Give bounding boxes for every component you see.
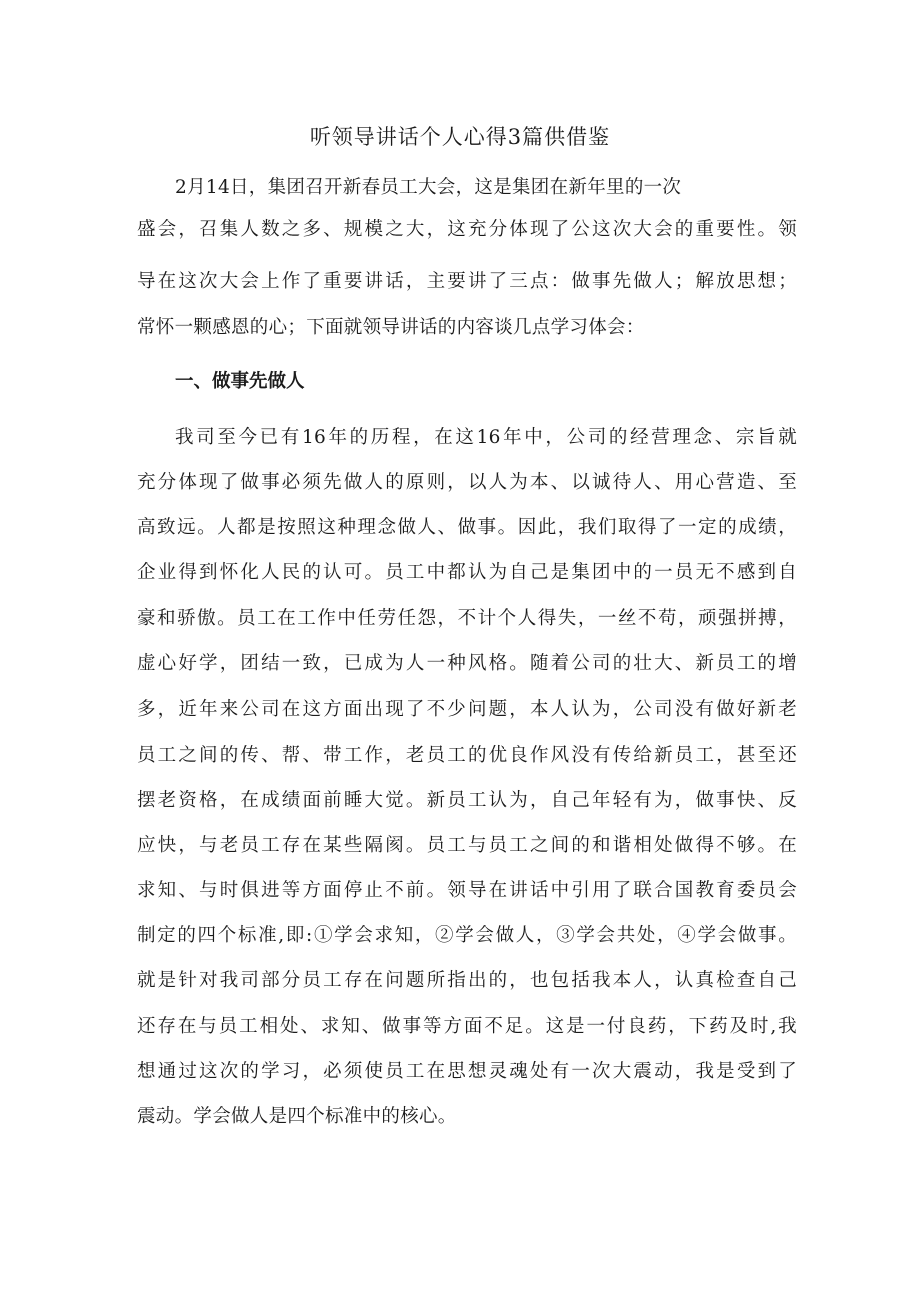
paragraph-line: 我司至今已有16年的历程，在这16年中，公司的经营理念、宗旨就 — [175, 427, 797, 448]
paragraph-line: 制定的四个标准,即:①学会求知，②学会做人，③学会共处，④学会做事。 — [137, 925, 797, 946]
paragraph-line: 求知、与时俱进等方面停止不前。领导在讲话中引用了联合国教育委员会 — [137, 880, 797, 901]
paragraph-line: 应快，与老员工存在某些隔阂。员工与员工之间的和谐相处做得不够。在 — [137, 835, 797, 856]
paragraph-line: 企业得到怀化人民的认可。员工中都认为自己是集团中的一员无不感到自 — [137, 562, 797, 583]
paragraph-line: 还存在与员工相处、求知、做事等方面不足。这是一付良药，下药及时,我 — [137, 1016, 797, 1037]
paragraph-line: 豪和骄傲。员工在工作中任劳任怨，不计个人得失，一丝不苟，顽强拼搏， — [137, 608, 797, 629]
paragraph-line: 员工之间的传、帮、带工作，老员工的优良作风没有传给新员工，甚至还 — [137, 745, 797, 766]
paragraph-line: 导在这次大会上作了重要讲话，主要讲了三点：做事先做人；解放思想； — [137, 271, 797, 292]
paragraph-line: 想通过这次的学习，必须使员工在思想灵魂处有一次大震动，我是受到了 — [137, 1061, 797, 1082]
document-title: 听领导讲话个人心得3篇供借鉴 — [309, 125, 611, 149]
paragraph-line: 高致远。人都是按照这种理念做人、做事。因此，我们取得了一定的成绩， — [137, 517, 797, 538]
paragraph-line: 就是针对我司部分员工存在问题所指出的，也包括我本人，认真检查自己 — [137, 970, 797, 991]
paragraph-line: 多，近年来公司在这方面出现了不少问题，本人认为，公司没有做好新老 — [137, 699, 797, 720]
paragraph-line: 震动。学会做人是四个标准中的核心。 — [137, 1106, 457, 1127]
paragraph-line: 盛会，召集人数之多、规模之大，这充分体现了公这次大会的重要性。领 — [137, 219, 797, 240]
paragraph-line: 虚心好学，团结一致，已成为人一种风格。随着公司的壮大、新员工的增 — [137, 653, 797, 674]
paragraph-line: 常怀一颗感恩的心；下面就领导讲话的内容谈几点学习体会： — [137, 317, 645, 338]
paragraph-line: 2月14日，集团召开新春员工大会，这是集团在新年里的一次 — [175, 177, 682, 198]
section-heading: 一、做事先做人 — [175, 371, 305, 392]
paragraph-line: 摆老资格，在成绩面前睡大觉。新员工认为，自己年轻有为，做事快、反 — [137, 790, 797, 811]
paragraph-line: 充分体现了做事必须先做人的原则，以人为本、以诚待人、用心营造、至 — [137, 472, 797, 493]
